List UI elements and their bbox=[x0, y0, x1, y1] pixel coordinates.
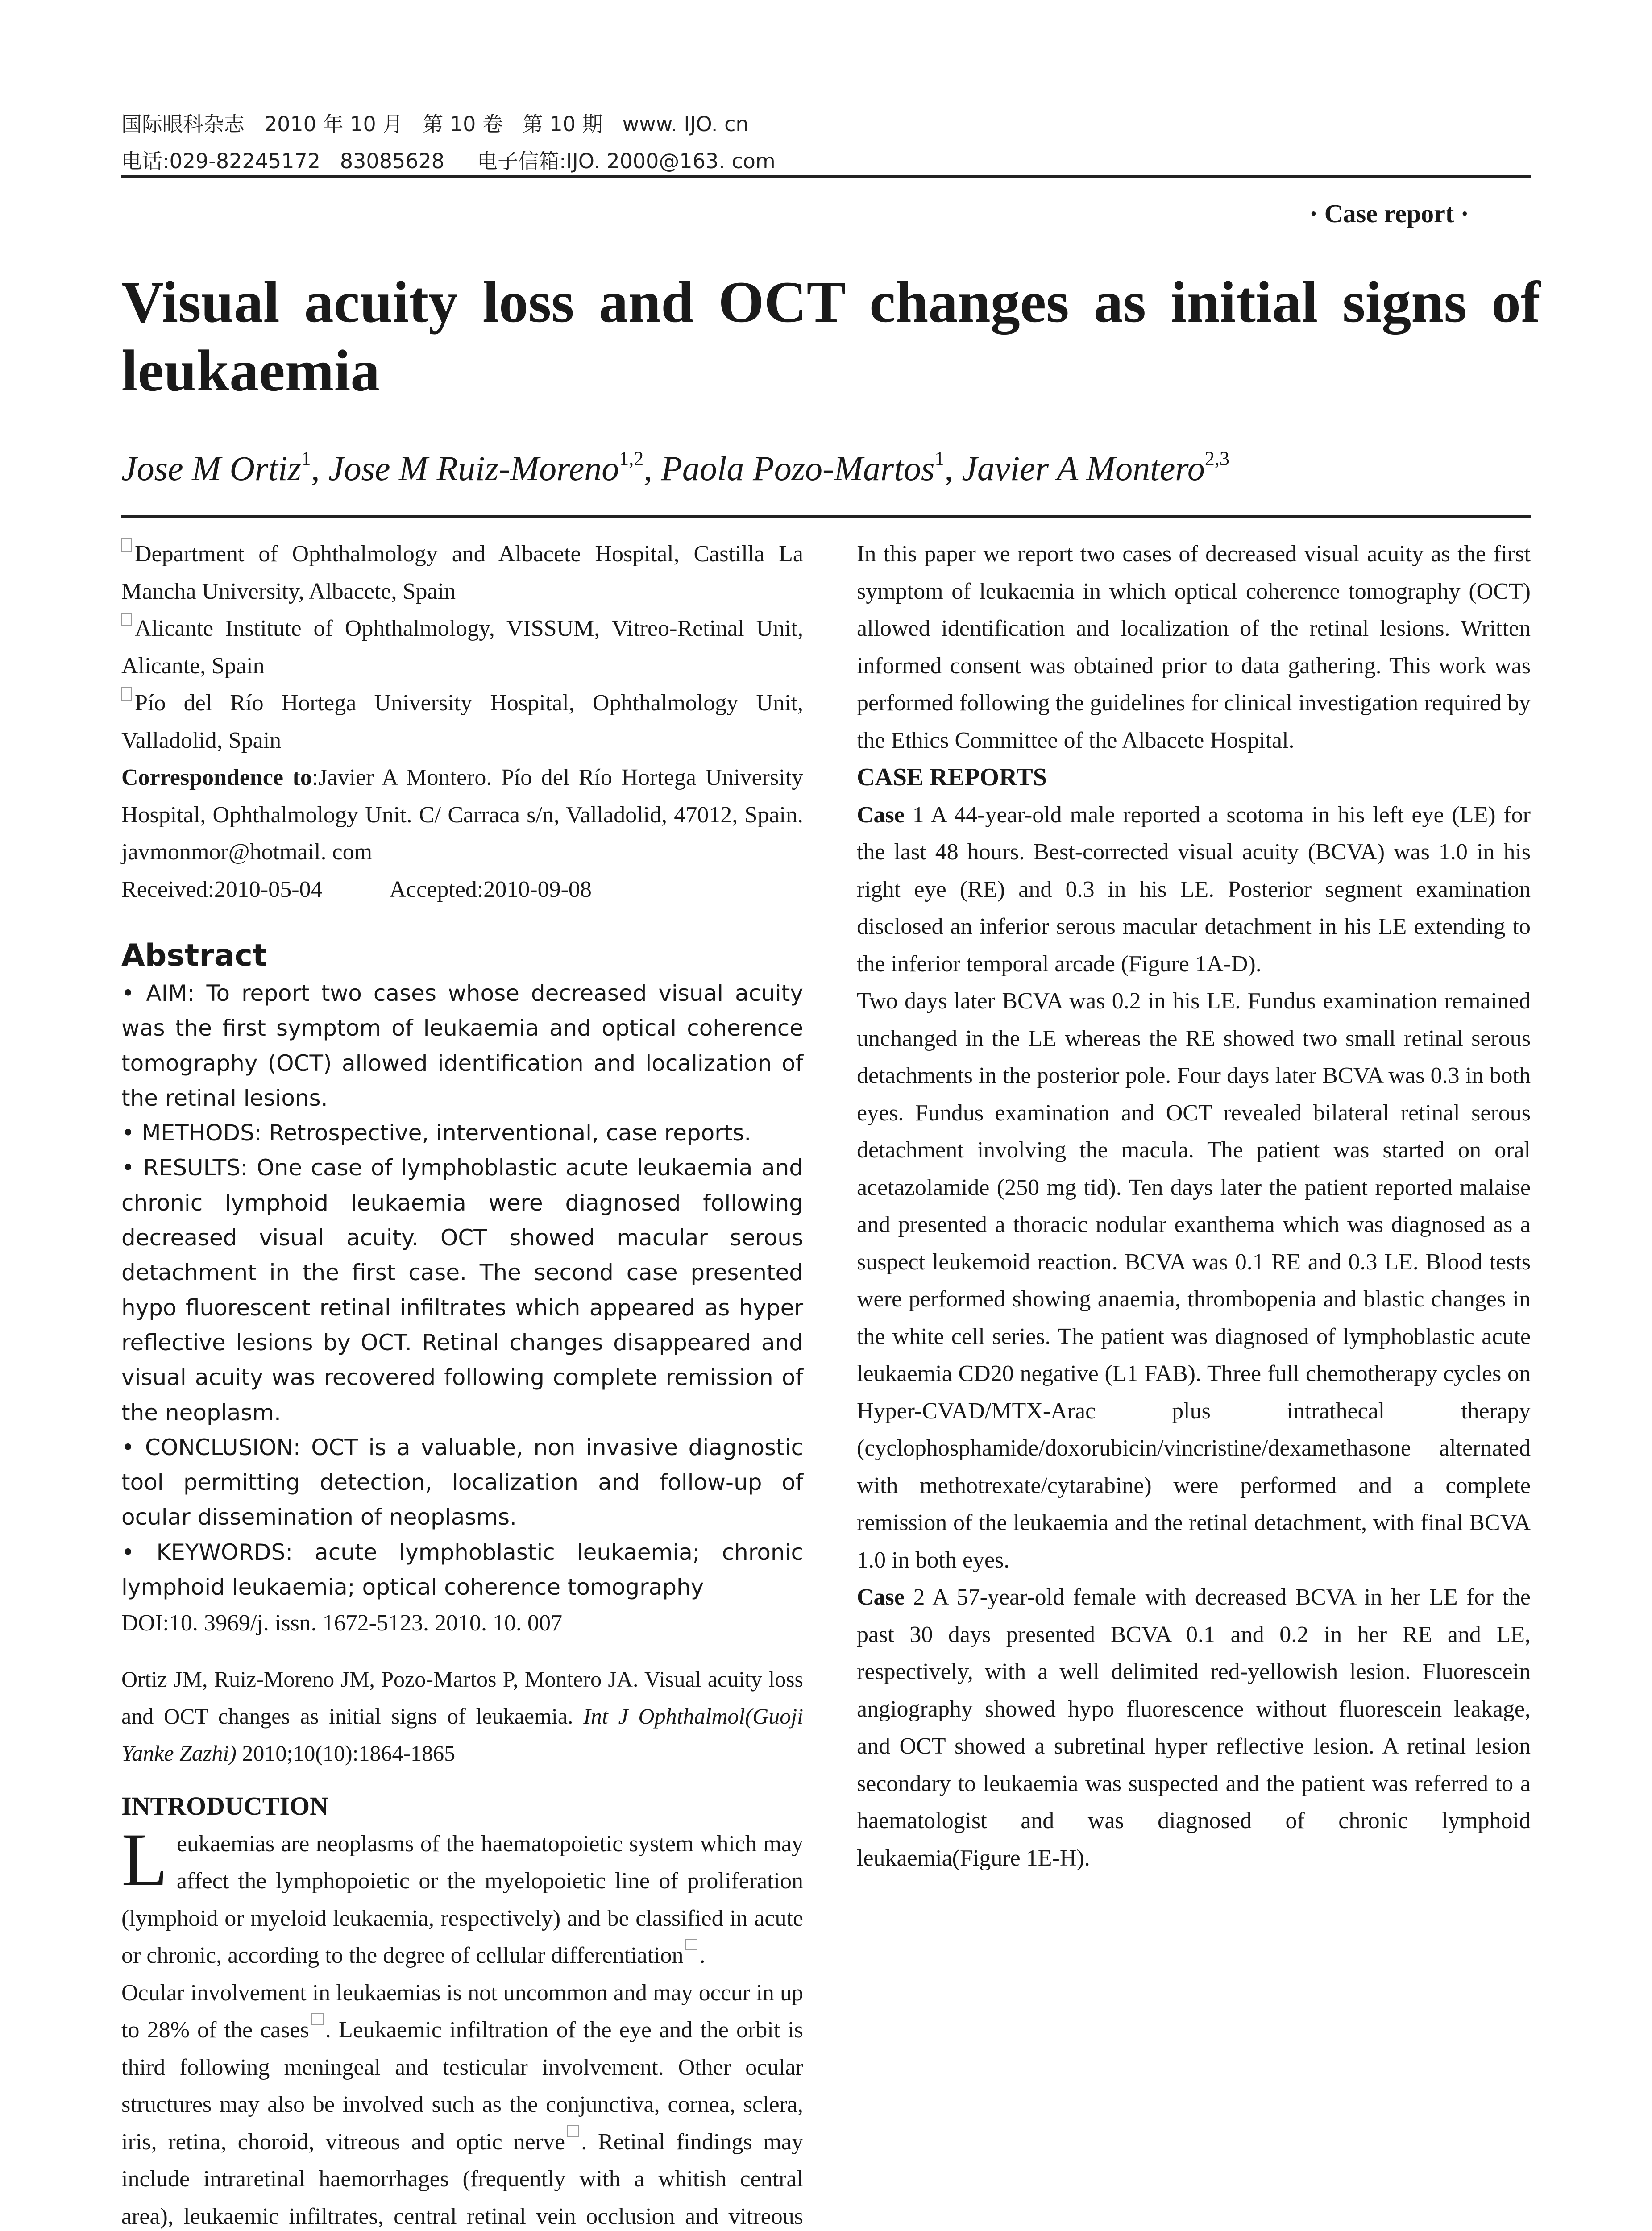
abstract-aim: • AIM: To report two cases whose decreased visual acuity was the first symptom of leukaemia and optical coherence tomography (OCT) allowed identification and localization of the retinal lesions. bbox=[121, 980, 803, 1111]
author-affiliation-mark: 1,2 bbox=[619, 448, 644, 469]
intro-paragraph-2: Ocular involvement in leukaemias is not uncommon and may occur in up to 28% of the cases . Leukaemic infiltration of the eye and the orbit is third following meningeal and testicular involvement. Other ocular structures may also be involved such as the conjunctiva, cornea, sclera, iris, retina, choroid, vitreous and optic nerve . Retinal findings may include intraretinal haemorrhages (frequently with a whitish central area), leukaemic infiltrates, central retinal vein occlusion and vitreous bbox=[121, 1980, 803, 2229]
correspondence-label: Correspondence to bbox=[121, 765, 312, 790]
author-name: , Javier A Montero bbox=[944, 449, 1205, 488]
case-reports-heading: CASE REPORTS bbox=[857, 763, 1047, 791]
left-column bbox=[121, 535, 803, 2231]
affiliation-1: Department of Ophthalmology and Albacete Hospital, Castilla La Mancha University, Albacete, Spain bbox=[121, 535, 803, 610]
intro-paragraph-3: In this paper we report two cases of decreased visual acuity as the first symptom of leukaemia in which optical coherence tomography (OCT) allowed identification and localization of the retinal lesions. Written informed consent was obtained prior to data gathering. This work was performed following the guidelines for clinical investigation required by the Ethics Committee of the Albacete Hospital. bbox=[857, 541, 1531, 753]
abstract-methods: • METHODS: Retrospective, interventional, case reports. bbox=[121, 1120, 751, 1146]
case-1-paragraph: Case 1 A 44-year-old male reported a scotoma in his left eye (LE) for the last 48 hours. Best-corrected visual acuity (BCVA) was 1.0 in his right eye (RE) and 0.3 in his LE. Posterior segment examination disclosed an inferior serous macular detachment in his LE extending to the inferior temporal arcade (Figure 1A-D). bbox=[857, 802, 1531, 977]
author-name: Jose M Ortiz bbox=[121, 449, 301, 488]
accepted-date: Accepted:2010-09-08 bbox=[389, 876, 592, 902]
header-rule bbox=[121, 175, 1531, 178]
case-1-label: Case bbox=[857, 802, 905, 828]
abstract-keywords: • KEYWORDS: acute lymphoblastic leukaemia; chronic lymphoid leukaemia; optical coherence tomography bbox=[121, 1539, 803, 1601]
reference-marker bbox=[685, 1939, 697, 1950]
abstract-results: • RESULTS: One case of lymphoblastic acute leukaemia and chronic lymphoid leukaemia were diagnosed following decreased visual acuity. OCT showed macular serous detachment in the first case. The second case presented hypo fluorescent retinal infiltrates which appeared as hyper reflective lesions by OCT. Retinal changes disappeared and visual acuity was recovered following complete remission of the neoplasm. bbox=[121, 1155, 803, 1426]
journal-header-line2: 电话:029-82245172 83085628 电子信箱:IJO. 2000@163. com bbox=[121, 149, 776, 173]
author-affiliation-mark: 1 bbox=[301, 448, 311, 469]
author-rule bbox=[121, 515, 1531, 518]
journal-header-line1: 国际眼科杂志 2010 年 10 月 第 10 卷 第 10 期 www. IJO. cn bbox=[121, 112, 749, 136]
intro-paragraph-1: Leukaemias are neoplasms of the haematopoietic system which may affect the lymphopoietic or the myelopoietic line of proliferation (lymphoid or myeloid leukaemia, respectively) and be classified in acute or chronic, according to the degree of cellular differentiation . bbox=[121, 1817, 803, 1969]
correspondence-text: :Javier A Montero. Pío del Río Hortega University Hospital, Ophthalmology Unit. C/ Carraca s/n, Valladolid, 47012, Spain. javmonmor@hotmail. com bbox=[121, 765, 803, 865]
author-affiliation-mark: 1 bbox=[934, 448, 945, 469]
case-2-paragraph: Case 2 A 57-year-old female with decreased BCVA in her LE for the past 30 days presented BCVA 0.1 and 0.2 in her RE and LE, respectively, with a well delimited red-yellowish lesion. Fluorescein angiography showed hypo fluorescence without fluorescein leakage, and OCT showed a subretinal hyper reflective lesion. A retinal lesion secondary to leukaemia was suspected and the patient was referred to a haematologist and was diagnosed of chronic lymphoid leukaemia(Figure 1E-H). bbox=[857, 1584, 1531, 1871]
introduction-heading: INTRODUCTION bbox=[121, 1791, 329, 1820]
author-name: , Paola Pozo-Martos bbox=[643, 449, 935, 488]
correspondence bbox=[121, 759, 803, 871]
citation: Ortiz JM, Ruiz-Moreno JM, Pozo-Martos P, Montero JA. Visual acuity loss and OCT changes as initial signs of leukaemia. Int J Ophthalmol(Guoji Yanke Zazhi) 2010;10(10):1864-1865 bbox=[121, 1666, 803, 1766]
author-list bbox=[121, 448, 1229, 489]
affiliation-marker bbox=[121, 613, 132, 626]
received-date: Received:2010-05-04 bbox=[121, 876, 323, 902]
author-name: , Jose M Ruiz-Moreno bbox=[311, 449, 619, 488]
reference-marker bbox=[311, 2013, 324, 2025]
affiliation-2: Alicante Institute of Ophthalmology, VISSUM, Vitreo-Retinal Unit, Alicante, Spain bbox=[121, 610, 803, 684]
dates bbox=[121, 871, 803, 908]
reference-marker bbox=[567, 2125, 579, 2137]
abstract-conclusion: • CONCLUSION: OCT is a valuable, non invasive diagnostic tool permitting detection, localization and follow-up of ocular dissemination of neoplasms. bbox=[121, 1434, 803, 1530]
abstract-heading: Abstract bbox=[121, 938, 267, 973]
affiliation-marker bbox=[121, 687, 132, 701]
article-type: · Case report · bbox=[1309, 199, 1469, 228]
case-1-followup: Two days later BCVA was 0.2 in his LE. Fundus examination remained unchanged in the LE whereas the RE showed two small retinal serous detachments in the posterior pole. Four days later BCVA was 0.3 in both eyes. Fundus examination and OCT revealed bilateral retinal serous detachment involving the macula. The patient was started on oral acetazolamide (250 mg tid). Ten days later the patient reported malaise and presented a thoracic nodular exanthema which was diagnosed as a suspect leukemoid reaction. BCVA was 0.1 RE and 0.3 LE. Blood tests were performed showing anaemia, thrombopenia and blastic changes in the white cell series. The patient was diagnosed of lymphoblastic acute leukaemia CD20 negative (L1 FAB). Three full chemotherapy cycles on Hyper-CVAD/MTX-Arac plus intrathecal therapy (cyclophosphamide/doxorubicin/vincristine/dexamethasone alternated with methotrexate/cytarabine) were performed and a complete remission of the leukaemia and the retinal detachment, with final BCVA 1.0 in both eyes. bbox=[857, 988, 1531, 1573]
case-2-label: Case bbox=[857, 1584, 905, 1610]
article-title: Visual acuity loss and OCT changes as initial signs of leukaemia bbox=[121, 269, 1540, 403]
right-column bbox=[857, 535, 1531, 1877]
drop-cap: L bbox=[121, 1817, 168, 1902]
doi: DOI:10. 3969/j. issn. 1672-5123. 2010. 10. 007 bbox=[121, 1610, 562, 1636]
affiliation-marker bbox=[121, 538, 132, 552]
journal-name: Int J Ophthalmol(Guoji Yanke Zazhi) bbox=[121, 1703, 803, 1766]
author-affiliation-mark: 2,3 bbox=[1204, 448, 1229, 469]
affiliation-3: Pío del Río Hortega University Hospital, Ophthalmology Unit, Valladolid, Spain bbox=[121, 684, 803, 759]
